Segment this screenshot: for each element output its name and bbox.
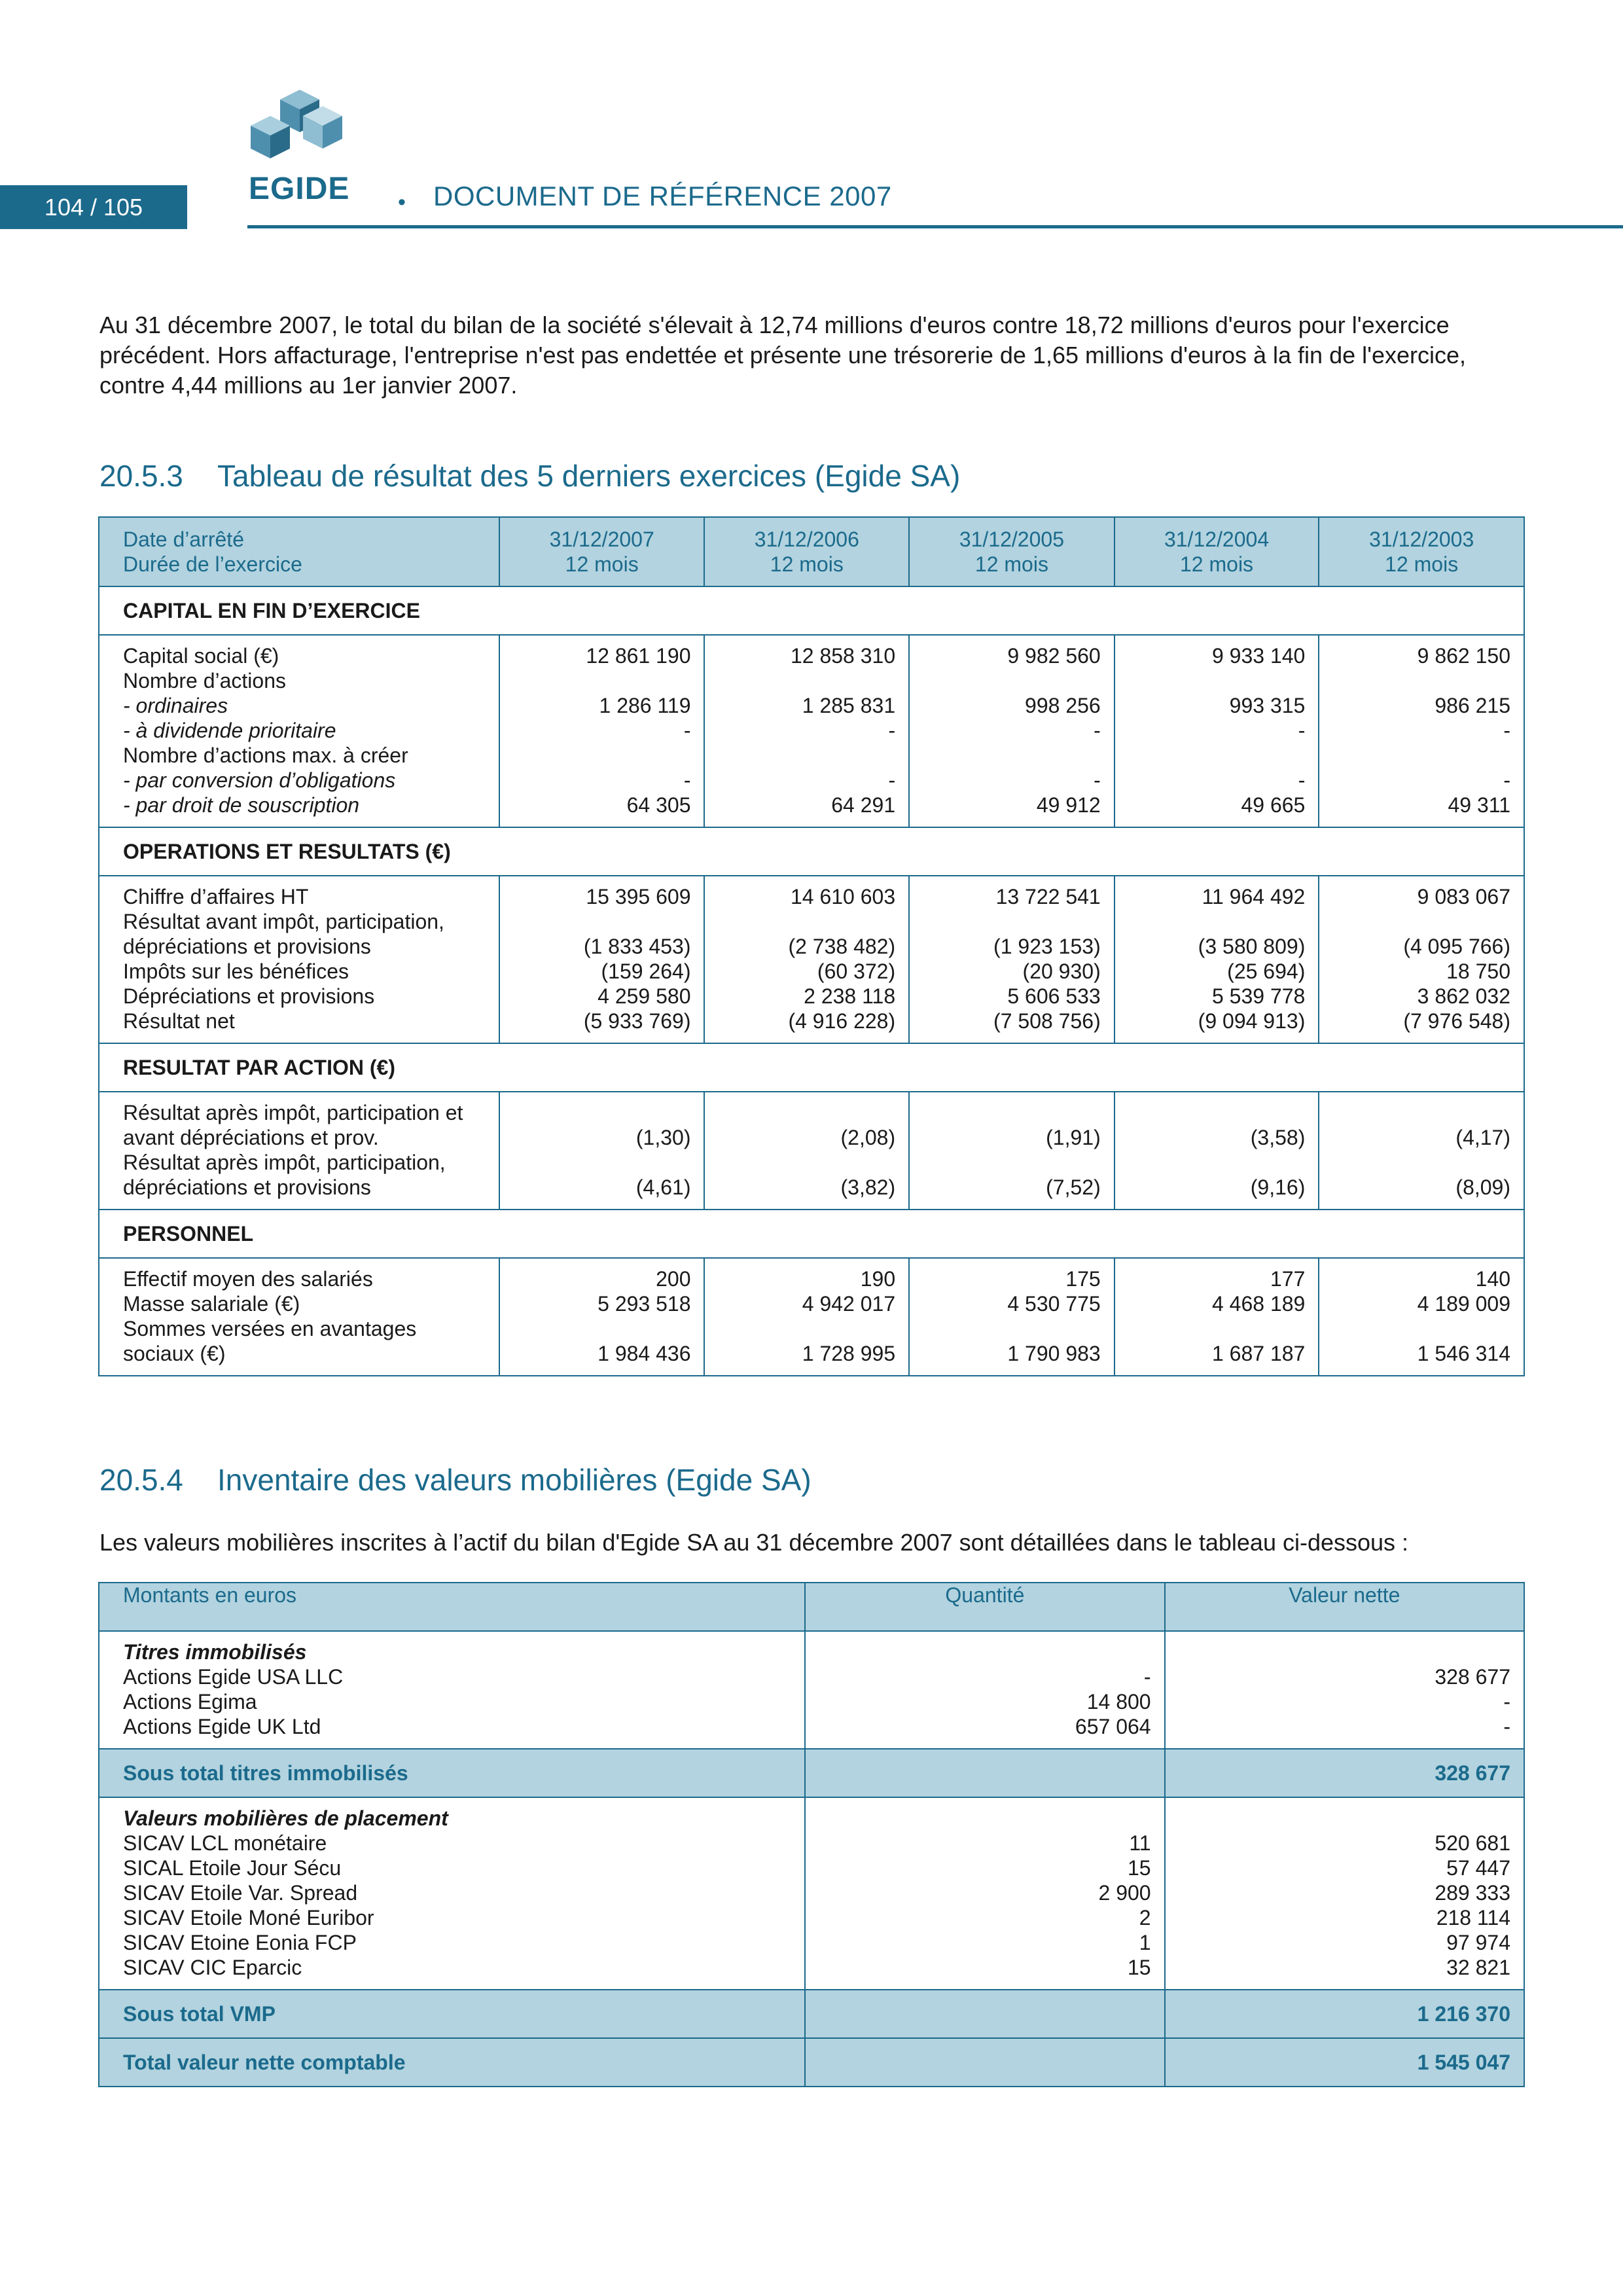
group-data-row: [99, 876, 1524, 1043]
value: 1 984 436: [597, 1342, 691, 1365]
row-label: dépréciations et provisions: [123, 935, 371, 958]
row-label: Dépréciations et provisions: [123, 984, 375, 1008]
value: [718, 1316, 895, 1341]
row-label: Masse salariale (€): [123, 1292, 300, 1316]
value: [1128, 668, 1306, 693]
value: 9 083 067: [1417, 885, 1510, 908]
value: (4 095 766): [1403, 935, 1510, 958]
value: [718, 1150, 895, 1175]
group-data-row: [99, 1092, 1524, 1210]
section-title: Inventaire des valeurs mobilières (Egide SA): [217, 1463, 812, 1497]
row-label: Sommes versées en avantages: [123, 1317, 417, 1340]
value: 49 311: [1448, 793, 1510, 817]
group-header-row: [99, 586, 1524, 635]
block-title: Titres immobilisés: [123, 1640, 307, 1664]
security-quantity: 2: [1139, 1906, 1151, 1929]
value: 2 238 118: [804, 984, 896, 1008]
header-rule: [247, 225, 1623, 228]
value-cell: [1319, 1258, 1524, 1376]
securities-values: [1165, 1631, 1524, 1749]
value: 3 862 032: [1417, 984, 1510, 1008]
block-title: Valeurs mobilières de placement: [123, 1806, 448, 1830]
value: [923, 668, 1101, 693]
value: -: [1298, 719, 1306, 742]
column-duration: 12 mois: [1385, 552, 1459, 576]
group-labels: [99, 1092, 499, 1210]
value: 5 539 778: [1211, 984, 1306, 1008]
value: 177: [1270, 1267, 1306, 1291]
securities-values: [1165, 1797, 1524, 1990]
group-labels: [99, 1258, 499, 1376]
value-cell: [1319, 1092, 1524, 1210]
value: -: [1503, 719, 1510, 742]
document-title: DOCUMENT DE RÉFÉRENCE 2007: [433, 181, 892, 211]
results-header-label: [99, 517, 499, 586]
value: [923, 743, 1101, 768]
value: 49 665: [1241, 793, 1306, 817]
value: [923, 909, 1101, 934]
value: 1 687 187: [1211, 1342, 1306, 1365]
group-header-row: [99, 1043, 1524, 1092]
column-duration: 12 mois: [565, 552, 639, 576]
header-bullet: •: [398, 190, 406, 215]
value-cell: [704, 876, 909, 1043]
value: 18 750: [1446, 960, 1510, 983]
value-cell: [1115, 876, 1319, 1043]
value: 9 862 150: [1417, 644, 1510, 668]
value-cell: [909, 1092, 1115, 1210]
value: 1 728 995: [802, 1342, 896, 1365]
securities-names: [99, 1797, 805, 1990]
value: [1332, 1150, 1510, 1175]
value: -: [683, 768, 691, 792]
value: [1128, 1150, 1306, 1175]
section-heading-results: [99, 458, 960, 493]
value-cell: [704, 1092, 909, 1210]
value: 14 610 603: [790, 885, 896, 908]
value-cell: [1115, 1258, 1319, 1376]
value: (9 094 913): [1198, 1009, 1306, 1033]
spacer: [819, 1806, 1150, 1831]
security-value: 32 821: [1446, 1956, 1510, 1979]
value-cell: [499, 1258, 705, 1376]
value: -: [1503, 768, 1510, 792]
section-number: 20.5.3: [99, 459, 183, 493]
value: [513, 1150, 691, 1175]
value: (159 264): [601, 960, 691, 983]
column-date: 31/12/2004: [1164, 528, 1270, 551]
subtotal-label: Sous total titres immobilisés: [99, 1749, 805, 1797]
subtotal-value: 328 677: [1165, 1749, 1524, 1797]
total-value: 1 545 047: [1165, 2038, 1524, 2087]
value: [923, 1150, 1101, 1175]
securities-header-net-value: Valeur nette: [1165, 1583, 1524, 1631]
logo-text: EGIDE: [249, 171, 350, 204]
value: 993 315: [1229, 694, 1306, 717]
value: (2 738 482): [788, 935, 896, 958]
value-cell: [499, 1092, 705, 1210]
securities-names: [99, 1631, 805, 1749]
value: [513, 1100, 691, 1125]
results-header-row: [99, 517, 1524, 586]
value: 4 942 017: [802, 1292, 896, 1316]
group-title: CAPITAL EN FIN D’EXERCICE: [99, 586, 1524, 635]
value: (2,08): [840, 1126, 896, 1149]
row-label: Impôts sur les bénéfices: [123, 960, 349, 983]
spacer: [819, 1640, 1150, 1664]
value: (4,61): [635, 1175, 691, 1199]
subtotal-label: Sous total VMP: [99, 1990, 805, 2038]
row-label: Chiffre d’affaires HT: [123, 885, 309, 908]
security-name: SICAV Etoile Moné Euribor: [123, 1906, 374, 1929]
value: 5 606 533: [1007, 984, 1101, 1008]
column-date: 31/12/2006: [754, 528, 859, 551]
value: [718, 743, 895, 768]
value: [513, 1316, 691, 1341]
value: [513, 668, 691, 693]
securities-header-amounts: Montants en euros: [99, 1583, 805, 1631]
header-date-label: Date d’arrêté: [123, 528, 244, 551]
value: [1128, 1100, 1306, 1125]
row-label: avant dépréciations et prov.: [123, 1126, 379, 1149]
row-label: - à dividende prioritaire: [123, 719, 336, 742]
subtotal-value: 1 216 370: [1165, 1990, 1524, 2038]
security-quantity: 11: [1129, 1831, 1151, 1855]
row-label: dépréciations et provisions: [123, 1175, 371, 1199]
securities-lead: Les valeurs mobilières inscrites à l’actif du bilan d'Egide SA au 31 décembre 2007 sont détaillées dans le tableau ci-dessous :: [99, 1529, 1409, 1556]
total-label: Total valeur nette comptable: [99, 2038, 805, 2087]
value: -: [683, 719, 691, 742]
value-cell: [909, 1258, 1115, 1376]
value: 4 468 189: [1211, 1292, 1306, 1316]
value: 5 293 518: [597, 1292, 691, 1316]
egide-logo: [247, 86, 365, 204]
security-value: 289 333: [1435, 1881, 1510, 1905]
row-label: Résultat après impôt, participation,: [123, 1151, 446, 1174]
securities-header-quantity: Quantité: [805, 1583, 1164, 1631]
value: [1128, 743, 1306, 768]
security-value: 97 974: [1446, 1931, 1510, 1954]
value: (9,16): [1250, 1175, 1306, 1199]
security-quantity: 15: [1127, 1956, 1151, 1979]
value: 4 530 775: [1007, 1292, 1101, 1316]
column-header: [909, 517, 1115, 586]
group-data-row: [99, 1258, 1524, 1376]
value: [923, 1100, 1101, 1125]
value: [1332, 668, 1510, 693]
subtotal-empty: [805, 1990, 1164, 2038]
value: 12 861 190: [586, 644, 691, 668]
securities-block-row: [99, 1631, 1524, 1749]
security-value: -: [1503, 1715, 1510, 1738]
value: (1,30): [635, 1126, 691, 1149]
value: 9 982 560: [1007, 644, 1101, 668]
value: [718, 668, 895, 693]
value: (7 508 756): [993, 1009, 1101, 1033]
value: [1332, 909, 1510, 934]
total-empty: [805, 2038, 1164, 2087]
value: [1332, 1316, 1510, 1341]
security-value: 57 447: [1446, 1856, 1510, 1880]
security-name: Actions Egide USA LLC: [123, 1665, 344, 1689]
value: -: [1094, 768, 1101, 792]
security-value: 218 114: [1436, 1906, 1510, 1929]
security-name: SICAL Etoile Jour Sécu: [123, 1856, 342, 1880]
group-title: OPERATIONS ET RESULTATS (€): [99, 827, 1524, 876]
securities-header-row: [99, 1583, 1524, 1631]
value-cell: [499, 876, 705, 1043]
group-header-row: [99, 1210, 1524, 1258]
value: [1332, 1100, 1510, 1125]
value: 190: [860, 1267, 896, 1291]
value: (1 923 153): [993, 935, 1101, 958]
value: 998 256: [1025, 694, 1101, 717]
value: (3,82): [840, 1175, 896, 1199]
value-cell: [1115, 1092, 1319, 1210]
security-quantity: 14 800: [1086, 1690, 1151, 1713]
security-name: SICAV Etoile Var. Spread: [123, 1881, 358, 1905]
row-label: - par droit de souscription: [123, 793, 360, 817]
value: 986 215: [1435, 694, 1510, 717]
group-labels: [99, 635, 499, 827]
row-label: - par conversion d’obligations: [123, 768, 396, 792]
group-labels: [99, 876, 499, 1043]
column-duration: 12 mois: [770, 552, 844, 576]
value: 175: [1065, 1267, 1101, 1291]
value-cell: [1319, 635, 1524, 827]
security-value: 520 681: [1435, 1831, 1510, 1855]
value: 140: [1475, 1267, 1510, 1291]
value: (3,58): [1250, 1126, 1306, 1149]
value: 1 286 119: [599, 694, 691, 717]
value-cell: [704, 635, 909, 827]
value: 49 912: [1036, 793, 1101, 817]
column-date: 31/12/2005: [959, 528, 1064, 551]
value: (5 933 769): [583, 1009, 691, 1033]
securities-table: [98, 1582, 1525, 2087]
column-date: 31/12/2007: [549, 528, 654, 551]
value: 13 722 541: [995, 885, 1101, 908]
spacer: [1179, 1806, 1510, 1831]
securities-quantities: [805, 1631, 1164, 1749]
security-value: -: [1503, 1690, 1510, 1713]
section-title: Tableau de résultat des 5 derniers exercices (Egide SA): [217, 459, 961, 493]
value: [513, 909, 691, 934]
value: 4 189 009: [1417, 1292, 1510, 1316]
page-number: 104 / 105: [0, 185, 187, 229]
value: 11 964 492: [1202, 885, 1306, 908]
value: (4 916 228): [788, 1009, 896, 1033]
column-header: [1115, 517, 1319, 586]
value-cell: [1319, 876, 1524, 1043]
subtotal-empty: [805, 1749, 1164, 1797]
header-duration-label: Durée de l’exercice: [123, 552, 302, 576]
value: (20 930): [1022, 960, 1101, 983]
group-title: RESULTAT PAR ACTION (€): [99, 1043, 1524, 1092]
column-duration: 12 mois: [1180, 552, 1254, 576]
row-label: Résultat après impôt, participation et: [123, 1101, 463, 1124]
value: [718, 1100, 895, 1125]
value: (4,17): [1455, 1126, 1510, 1149]
column-header: [499, 517, 705, 586]
results-table: [98, 516, 1525, 1376]
securities-quantities: [805, 1797, 1164, 1990]
value: 12 858 310: [790, 644, 896, 668]
value: 64 291: [831, 793, 896, 817]
value: (1,91): [1046, 1126, 1101, 1149]
value: (60 372): [817, 960, 896, 983]
security-value: 328 677: [1435, 1665, 1510, 1689]
value: (7 976 548): [1403, 1009, 1510, 1033]
total-row: [99, 2038, 1524, 2087]
subtotal-row: [99, 1749, 1524, 1797]
value-cell: [1115, 635, 1319, 827]
security-name: SICAV LCL monétaire: [123, 1831, 327, 1855]
value: [718, 909, 895, 934]
value: (1 833 453): [583, 935, 691, 958]
value: -: [1298, 768, 1306, 792]
security-name: SICAV CIC Eparcic: [123, 1956, 302, 1979]
value: -: [888, 768, 896, 792]
value: 9 933 140: [1211, 644, 1306, 668]
value: (8,09): [1455, 1175, 1510, 1199]
value: [1128, 1316, 1306, 1341]
group-title: PERSONNEL: [99, 1210, 1524, 1258]
row-label: - ordinaires: [123, 694, 228, 717]
value: 1 790 983: [1007, 1342, 1101, 1365]
value: (25 694): [1227, 960, 1306, 983]
security-quantity: 657 064: [1075, 1715, 1151, 1738]
security-name: Actions Egide UK Ltd: [123, 1715, 321, 1738]
value: 200: [656, 1267, 691, 1291]
value: -: [1094, 719, 1101, 742]
value: (7,52): [1046, 1175, 1101, 1199]
row-label: Résultat avant impôt, participation,: [123, 910, 444, 933]
row-label: Résultat net: [123, 1009, 235, 1033]
row-label: Capital social (€): [123, 644, 279, 668]
value: (3 580 809): [1198, 935, 1306, 958]
security-name: Actions Egima: [123, 1690, 257, 1713]
group-header-row: [99, 827, 1524, 876]
column-date: 31/12/2003: [1369, 528, 1474, 551]
subtotal-row: [99, 1990, 1524, 2038]
security-quantity: 15: [1127, 1856, 1151, 1880]
spacer: [1179, 1640, 1510, 1664]
row-label: sociaux (€): [123, 1342, 226, 1365]
security-name: SICAV Etoine Eonia FCP: [123, 1931, 357, 1954]
value: 1 285 831: [802, 694, 896, 717]
value-cell: [909, 635, 1115, 827]
value: -: [888, 719, 896, 742]
security-quantity: 2 900: [1098, 1881, 1151, 1905]
securities-block-row: [99, 1797, 1524, 1990]
column-duration: 12 mois: [974, 552, 1048, 576]
value: 1 546 314: [1417, 1342, 1510, 1365]
value: [513, 743, 691, 768]
group-data-row: [99, 635, 1524, 827]
column-header: [704, 517, 909, 586]
section-number: 20.5.4: [99, 1463, 183, 1497]
value-cell: [909, 876, 1115, 1043]
intro-paragraph: Au 31 décembre 2007, le total du bilan de la société s'élevait à 12,74 millions d'euros contre 18,72 millions d'euros pour l'exercice précédent. Hors affacturage, l'entreprise n'est pas endettée et présente une trésorerie de 1,65 millions d'euros à la fin de l'exercice, contre 4,44 millions au 1er janvier 2007.: [99, 312, 1467, 399]
value-cell: [704, 1258, 909, 1376]
row-label: Nombre d’actions: [123, 669, 286, 692]
security-quantity: 1: [1139, 1931, 1151, 1954]
value: 64 305: [626, 793, 691, 817]
value: [923, 1316, 1101, 1341]
value: 15 395 609: [586, 885, 691, 908]
section-heading-securities: [99, 1462, 812, 1498]
value-cell: [499, 635, 705, 827]
value: [1128, 909, 1306, 934]
column-header: [1319, 517, 1524, 586]
value: [1332, 743, 1510, 768]
value: 4 259 580: [597, 984, 691, 1008]
row-label: Nombre d’actions max. à créer: [123, 744, 408, 767]
row-label: Effectif moyen des salariés: [123, 1267, 373, 1291]
security-quantity: -: [1143, 1665, 1151, 1689]
